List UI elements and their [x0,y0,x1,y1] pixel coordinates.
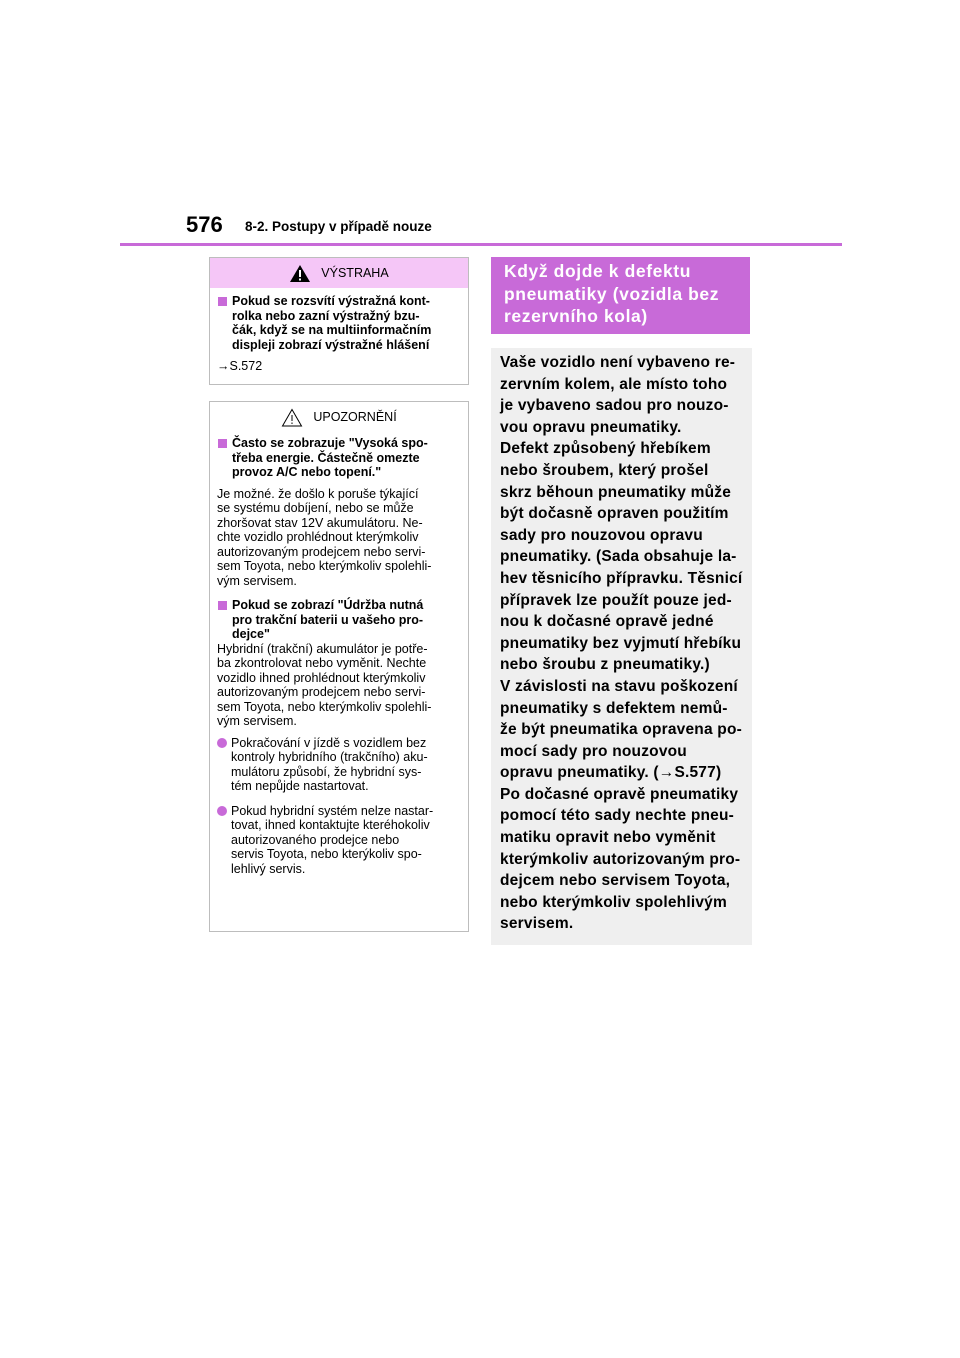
text-line: sem Toyota, nebo kterýmkoliv spolehli- [217,699,432,714]
caution-triangle-outline-icon [281,408,303,427]
text-line: displeji zobrazí výstražné hlášení [232,337,430,352]
text-line: vozidlo ihned prohlédnout kterýmkoliv [217,670,426,685]
panel-line: skrz běhoun pneumatiky může [500,483,732,501]
text-line: ba zkontrolovat nebo vyměnit. Nechte [217,656,427,670]
warning-item-text [232,294,431,352]
text-line: vým servisem. [217,714,297,728]
notice-dot-item-2 [217,804,461,877]
section-title: 8-2. Postupy v případě nouze [245,219,432,234]
notice-heading-2 [217,598,461,642]
warning-triangle-icon [289,264,311,283]
panel-line: sady pro nouzovou opravu [500,526,703,544]
panel-line: matiku opravit nebo vyměnit [500,829,716,847]
panel-line: pneumatiky bez vyjmutí hřebíku [500,634,742,652]
text-line: mulátoru způsobí, že hybridní sys- [231,764,422,779]
panel-line: být dočasně opraven použitím [500,505,729,523]
square-bullet-icon [218,601,227,610]
text-line: čák, když se na multiinformačním [232,323,432,337]
warning-item [217,294,461,352]
panel-line: mocí sady pro nouzovou [500,742,687,760]
panel-line: nebo šroubu z pneumatiky.) [500,656,710,674]
text-line: chte vozidlo prohlédnout kterýmkoliv [217,530,419,544]
notice-paragraph-2 [217,642,461,729]
notice-heading-1 [217,436,461,480]
text-line: sem Toyota, nebo kterýmkoliv spolehli- [217,559,432,573]
panel-line: je vybaveno sadou pro nouzo- [500,397,729,415]
text-line: autorizovaného prodejce nebo [231,832,400,847]
panel-line: Defekt způsobený hřebíkem [500,440,711,458]
text-line: Pokud se zobrazí "Údržba nutná [232,598,424,612]
text-line: zhoršovat stav 12V akumulátoru. Ne- [217,515,423,530]
text-line: se systému dobíjení, nebo se může [217,501,414,515]
text-line: Hybridní (trakční) akumulátor je potře- [217,641,428,656]
warning-title: VÝSTRAHA [321,266,389,280]
warning-box [209,257,469,385]
text-line: servis Toyota, nebo kterýkoliv spo- [231,847,422,861]
notice-box [209,401,469,932]
warning-body [210,288,468,374]
panel-line: přípravek lze použít pouze jed- [500,591,732,609]
panel-line: kterýmkoliv autorizovaným pro- [500,850,741,868]
text-line: provoz A/C nebo topení." [232,465,382,479]
text-line: Často se zobrazuje "Vysoká spo- [232,436,428,450]
notice-body [210,432,468,876]
panel-line: Po dočasné opravě pneumatiky [500,785,739,803]
text-line: autorizovaným prodejcem nebo servi- [217,544,426,559]
warning-header [210,258,468,288]
notice-title: UPOZORNĚNÍ [313,410,397,424]
panel-line: pomocí této sady nechte pneu- [500,807,735,825]
panel-line: vou opravu pneumatiky. [500,418,682,436]
panel-line: že být pneumatika opravena po- [500,721,742,739]
round-bullet-icon [217,738,227,748]
text-line: kontroly hybridního (trakčního) aku- [231,750,428,764]
panel-line: zervním kolem, ale místo toho [500,375,728,393]
heading-line: pneumatiky (vozidla bez [504,283,720,304]
text-line: Pokračování v jízdě s vozidlem bez [231,735,427,750]
panel-line: opravu pneumatiky. (→S.577) [500,764,722,782]
panel-line: nou k dočasné opravě jedné [500,613,714,631]
text-line: rolka nebo zazní výstražný bzu- [232,308,420,323]
panel-line: V závislosti na stavu poškození [500,677,738,695]
text-line: Pokud se rozsvítí výstražná kont- [232,294,430,308]
panel-line: pneumatiky s defektem nemů- [500,699,728,717]
text-line: Je možné. že došlo k poruše týkající [217,486,419,501]
notice-paragraph-1 [217,487,461,589]
page-number: 576 [186,212,223,237]
text-line: pro trakční baterii u vašeho pro- [232,612,424,627]
text-line: tovat, ihned kontaktujte kteréhokoliv [231,818,430,832]
panel-line: dejcem nebo servisem Toyota, [500,872,731,890]
panel-line: nebo kterýmkoliv spolehlivým [500,893,727,911]
text-line: vým servisem. [217,573,297,588]
text-line: třeba energie. Částečně omezte [232,450,420,465]
text-line: lehlivý servis. [231,861,306,876]
square-bullet-icon [218,297,227,306]
text-line: tém nepůjde nastartovat. [231,779,369,793]
notice-header [210,402,468,432]
panel-line: pneumatiky. (Sada obsahuje la- [500,548,737,566]
info-panel [491,348,752,945]
warning-reference: →S.572 [217,359,263,373]
panel-line: Vaše vozidlo není vybaveno re- [500,354,736,371]
panel-line: nebo šroubem, který prošel [500,461,709,479]
notice-dot-item-1 [217,736,461,794]
round-bullet-icon [217,806,227,816]
panel-line: hev těsnicího přípravku. Těsnicí [500,569,743,587]
panel-line: servisem. [500,915,574,933]
heading-line: Když dojde k defektu [504,261,692,281]
text-line: dejce" [232,627,270,641]
section-heading-box [491,257,750,334]
text-line: autorizovaným prodejcem nebo servi- [217,685,426,699]
header-divider [120,243,842,246]
text-line: Pokud hybridní systém nelze nastar- [231,803,434,818]
heading-line: rezervního kola) [504,306,648,326]
square-bullet-icon [218,439,227,448]
